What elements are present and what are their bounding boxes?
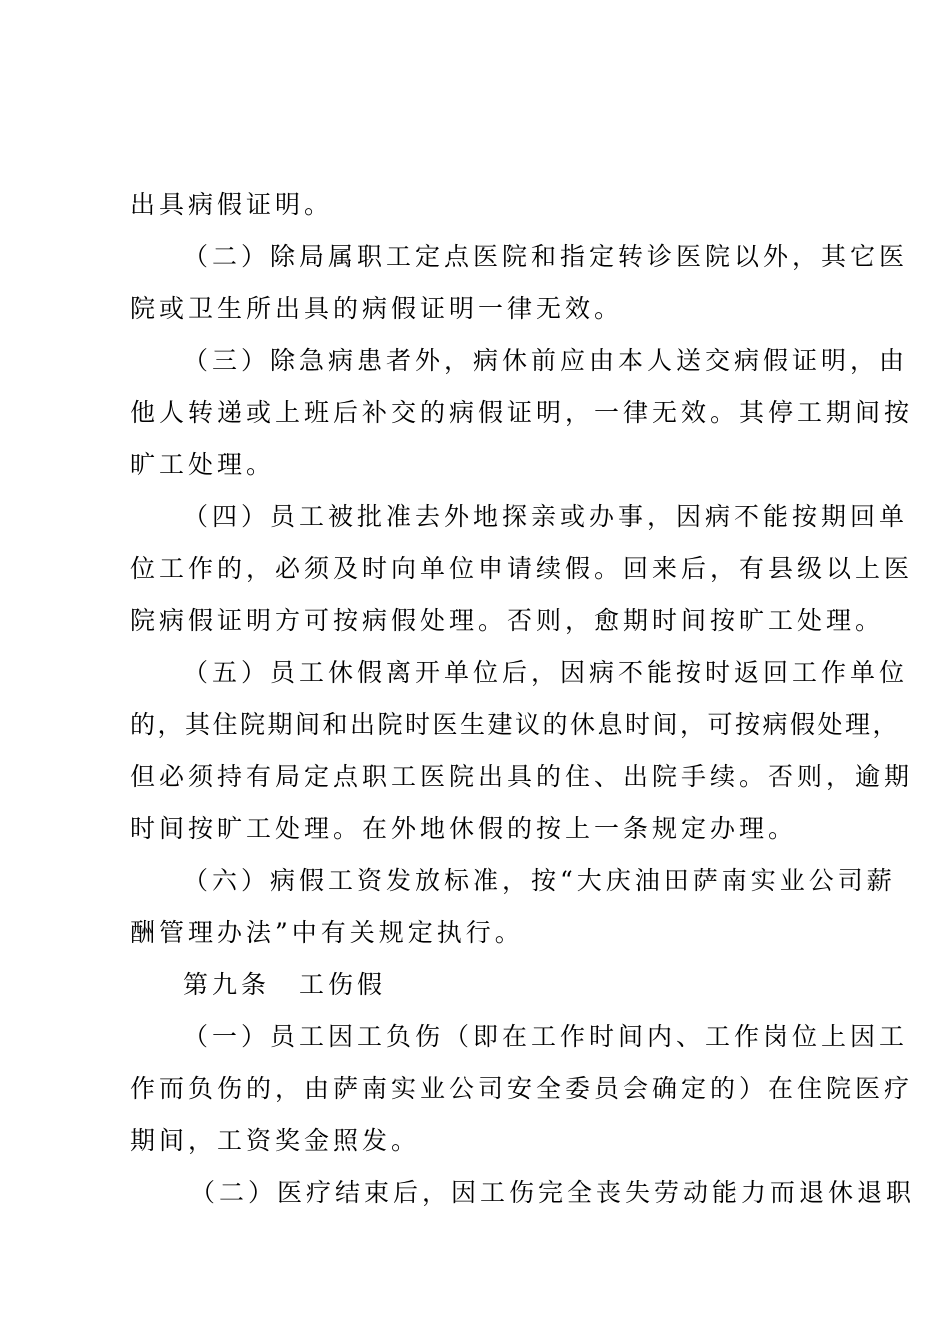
section-heading: 第九条 工伤假 <box>183 970 387 999</box>
text-line: 酬管理办法”中有关规定执行。 <box>130 918 524 947</box>
text-line: 位工作的，必须及时向单位申请续假。回来后，有县级以上医 <box>130 554 914 583</box>
text-line: （三）除急病患者外，病休前应由本人送交病假证明，由 <box>183 346 909 375</box>
text-line: （四）员工被批准去外地探亲或办事，因病不能按期回单 <box>183 502 909 531</box>
text-line: 时间按旷工处理。在外地休假的按上一条规定办理。 <box>130 814 798 843</box>
text-line: 的，其住院期间和出院时医生建议的休息时间，可按病假处理， <box>130 710 901 739</box>
text-line: 院病假证明方可按病假处理。否则，愈期时间按旷工处理。 <box>130 606 885 635</box>
text-line: 旷工处理。 <box>130 450 276 479</box>
text-line: 作而负伤的，由萨南实业公司安全委员会确定的）在住院医疗 <box>130 1074 914 1103</box>
text-line: （五）员工休假离开单位后，因病不能按时返回工作单位 <box>183 658 909 687</box>
text-line: （一）员工因工负伤（即在工作时间内、工作岗位上因工 <box>183 1022 909 1051</box>
text-line: 院或卫生所出具的病假证明一律无效。 <box>130 294 624 323</box>
text-line: （二）医疗结束后，因工伤完全丧失劳动能力而退休退职 <box>190 1178 916 1207</box>
text-line: 但必须持有局定点职工医院出具的住、出院手续。否则，逾期 <box>130 762 914 791</box>
text-line: （六）病假工资发放标准，按“大庆油田萨南实业公司薪 <box>183 866 896 895</box>
text-line: 他人转递或上班后补交的病假证明，一律无效。其停工期间按 <box>130 398 914 427</box>
text-line: 期间，工资奖金照发。 <box>130 1126 421 1155</box>
text-line: 出具病假证明。 <box>130 190 334 219</box>
text-line: （二）除局属职工定点医院和指定转诊医院以外，其它医 <box>183 242 909 271</box>
